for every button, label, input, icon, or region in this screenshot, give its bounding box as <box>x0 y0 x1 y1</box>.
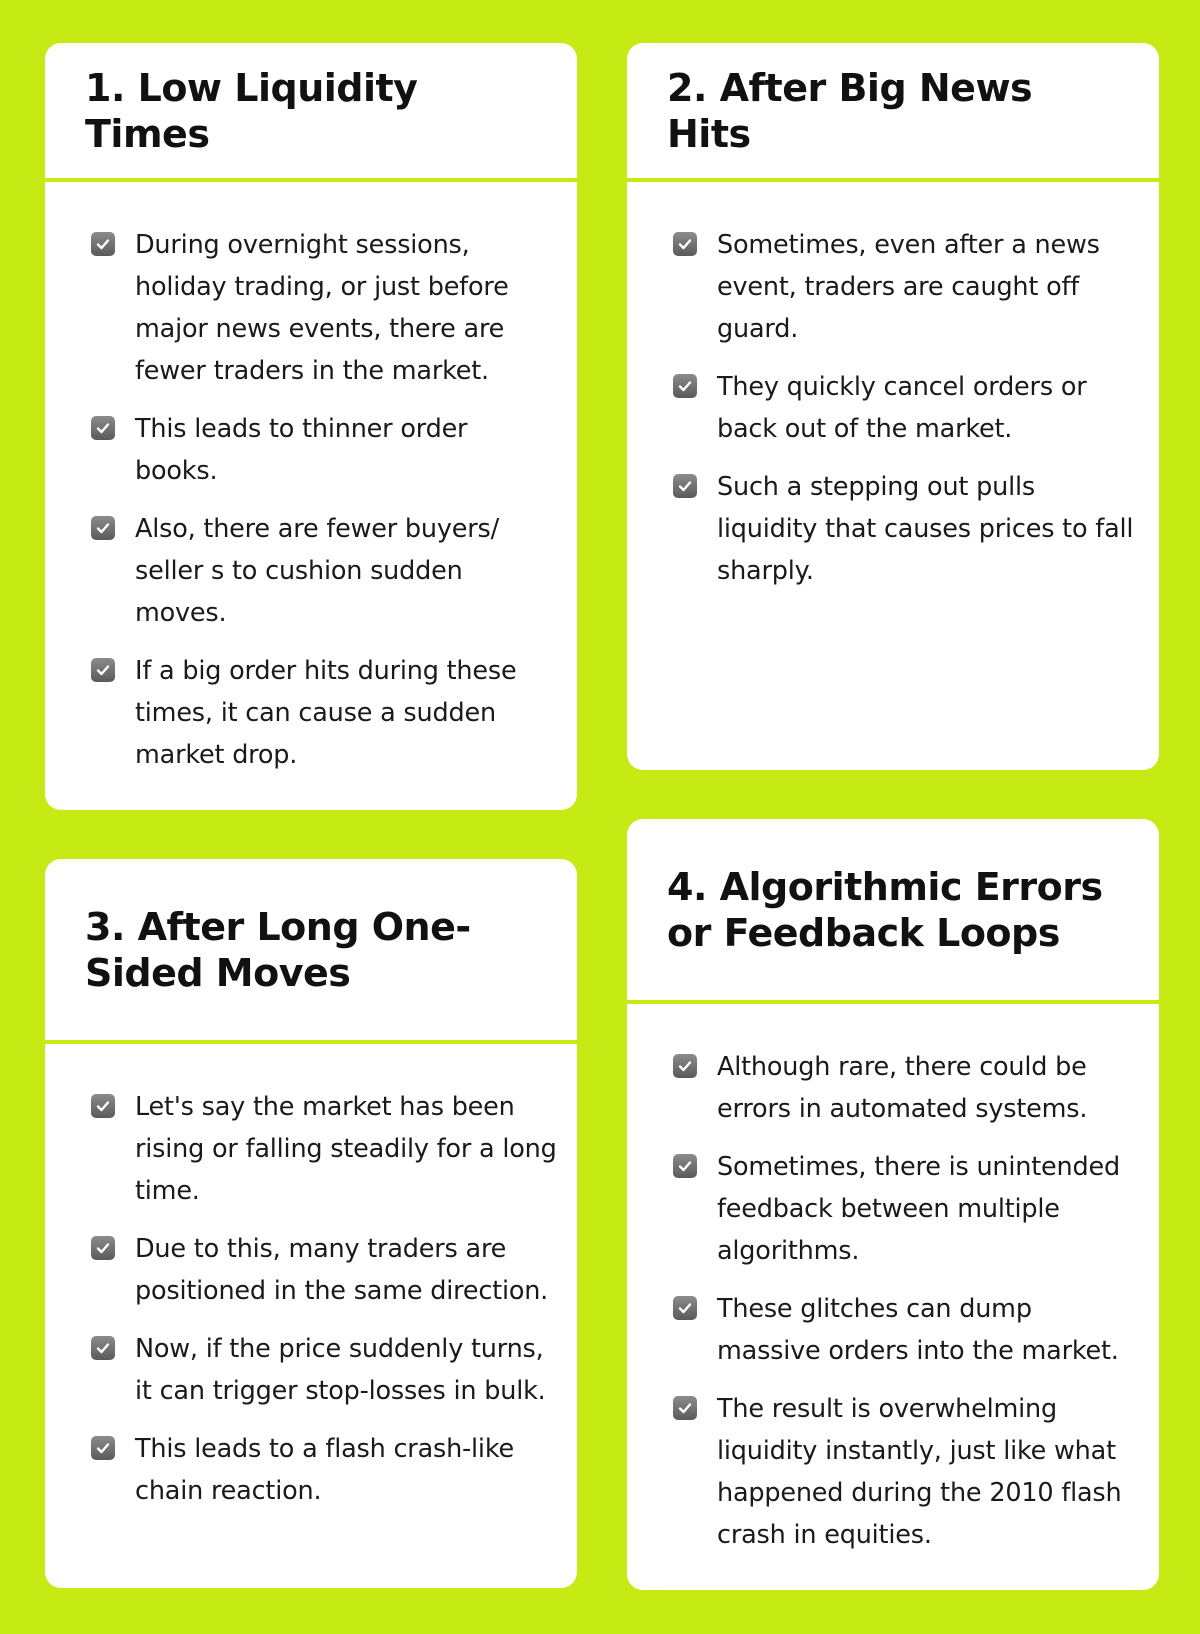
list-item-text: These glitches can dump massive orders into the market. <box>717 1294 1119 1366</box>
card-title: 2. After Big News Hits <box>667 65 1033 156</box>
card-header <box>627 43 1159 182</box>
list-item-text: Now, if the price suddenly turns, it can trigger stop-losses in bulk. <box>135 1334 546 1406</box>
list-item-text: Also, there are fewer buyers/ seller s to cushion sudden moves. <box>135 514 500 628</box>
checkbox-checked-icon <box>91 516 115 540</box>
list-item <box>91 650 557 776</box>
list-item <box>673 366 1139 450</box>
checkbox-checked-icon <box>673 232 697 256</box>
checkbox-checked-icon <box>91 1236 115 1260</box>
list-item <box>91 408 557 492</box>
list-item-text: The result is overwhelming liquidity instantly, just like what happened during the 2010 flash crash in equities. <box>717 1394 1122 1550</box>
card-title: 1. Low Liquidity Times <box>85 65 418 156</box>
checkbox-checked-icon <box>673 474 697 498</box>
list-item <box>673 224 1139 350</box>
list-item-text: This leads to thinner order books. <box>135 414 468 486</box>
list-item-text: Due to this, many traders are positioned in the same direction. <box>135 1234 549 1306</box>
bullet-list <box>673 224 1139 592</box>
list-item-text: This leads to a flash crash-like chain reaction. <box>135 1434 514 1506</box>
card-low-liquidity-times <box>45 43 577 810</box>
list-item-text: Although rare, there could be errors in automated systems. <box>717 1052 1088 1124</box>
list-item <box>673 1046 1139 1130</box>
checkbox-checked-icon <box>91 1436 115 1460</box>
checkbox-checked-icon <box>673 374 697 398</box>
card-after-long-one-sided-moves <box>45 859 577 1588</box>
bullet-list <box>91 224 557 776</box>
checkbox-checked-icon <box>91 232 115 256</box>
card-body <box>45 1044 577 1532</box>
bullet-list <box>673 1046 1139 1556</box>
card-body <box>45 182 577 796</box>
checkbox-checked-icon <box>91 1336 115 1360</box>
checkbox-checked-icon <box>91 658 115 682</box>
card-header <box>45 859 577 1044</box>
checkbox-checked-icon <box>673 1054 697 1078</box>
list-item-text: If a big order hits during these times, it can cause a sudden market drop. <box>135 656 517 770</box>
list-item-text: Sometimes, even after a news event, traders are caught off guard. <box>717 230 1100 344</box>
checkbox-checked-icon <box>91 416 115 440</box>
card-after-big-news-hits <box>627 43 1159 770</box>
card-body <box>627 182 1159 612</box>
checkbox-checked-icon <box>673 1154 697 1178</box>
list-item <box>91 1428 557 1512</box>
list-item <box>673 1146 1139 1272</box>
list-item <box>673 1288 1139 1372</box>
list-item <box>91 508 557 634</box>
bullet-list <box>91 1086 557 1512</box>
list-item <box>91 1228 557 1312</box>
list-item-text: They quickly cancel orders or back out of the market. <box>717 372 1087 444</box>
list-item-text: Sometimes, there is unintended feedback between multiple algorithms. <box>717 1152 1120 1266</box>
checkbox-checked-icon <box>673 1396 697 1420</box>
card-body <box>627 1004 1159 1576</box>
card-header <box>45 43 577 182</box>
list-item <box>673 466 1139 592</box>
list-item-text: Let's say the market has been rising or falling steadily for a long time. <box>135 1092 557 1206</box>
list-item-text: During overnight sessions, holiday trading, or just before major news events, there are fewer traders in the market. <box>135 230 509 386</box>
list-item <box>91 1086 557 1212</box>
checkbox-checked-icon <box>673 1296 697 1320</box>
list-item <box>673 1388 1139 1556</box>
card-title: 4. Algorithmic Errors or Feedback Loops <box>667 864 1103 955</box>
card-title: 3. After Long One-Sided Moves <box>85 904 471 995</box>
card-header <box>627 819 1159 1004</box>
checkbox-checked-icon <box>91 1094 115 1118</box>
list-item <box>91 224 557 392</box>
card-algorithmic-errors <box>627 819 1159 1590</box>
list-item <box>91 1328 557 1412</box>
list-item-text: Such a stepping out pulls liquidity that causes prices to fall sharply. <box>717 472 1134 586</box>
